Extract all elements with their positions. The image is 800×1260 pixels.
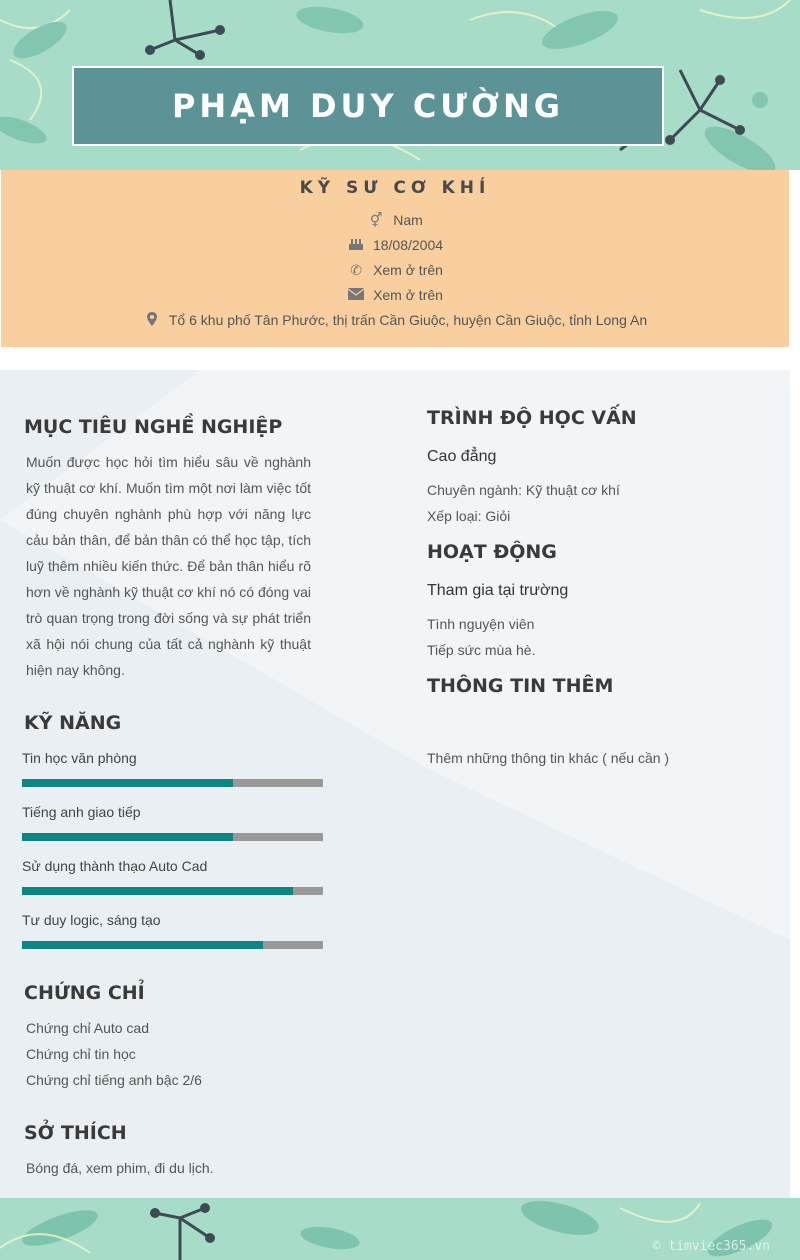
education-grade: Xếp loại: Giỏi [427, 508, 511, 524]
education-major: Chuyên ngành: Kỹ thuật cơ khí [427, 482, 620, 498]
skill-label: Sử dụng thành thạo Auto Cad [22, 858, 208, 874]
skill-progress-fill [22, 833, 233, 841]
phone-icon: ✆ [350, 261, 362, 278]
skills-title: KỸ NĂNG [24, 712, 122, 734]
skill-label: Tiếng anh giao tiếp [22, 804, 141, 820]
candidate-name: PHẠM DUY CƯỜNG [171, 87, 565, 125]
activity-item: Tình nguyện viên [427, 616, 535, 632]
hobbies-title: SỞ THÍCH [24, 1122, 127, 1144]
education-level: Cao đẳng [427, 448, 497, 465]
activity-item: Tiếp sức mùa hè. [427, 642, 536, 658]
job-title: KỸ SƯ CƠ KHÍ [299, 178, 491, 198]
birthday-row [1, 235, 789, 255]
map-pin-icon [143, 312, 161, 329]
gender-icon: ⚥ [369, 211, 383, 228]
additional-info-text: Thêm những thông tin khác ( nếu cần ) [427, 750, 670, 766]
skill-progress-fill [22, 941, 263, 949]
certificate-item: Chứng chỉ Auto cad [26, 1020, 150, 1036]
envelope-icon [347, 287, 365, 303]
personal-info-section [1, 170, 789, 347]
watermark: © timviec365.vn [652, 1239, 770, 1254]
skill-progress-fill [22, 887, 293, 895]
name-banner [72, 66, 664, 146]
floral-header-banner [0, 0, 800, 170]
address-value: Tổ 6 khu phố Tân Phước, thị trấn Cần Giuộc, huyện Cần Giuộc, tỉnh Long An [168, 312, 648, 328]
education-title: TRÌNH ĐỘ HỌC VẤN [427, 407, 637, 429]
birthday-cake-icon [347, 237, 365, 254]
gender-row [1, 210, 789, 230]
email-row [1, 285, 789, 305]
certificates-title: CHỨNG CHỈ [24, 982, 145, 1004]
additional-info-title: THÔNG TIN THÊM [427, 675, 614, 697]
skill-label: Tin học văn phòng [22, 750, 137, 766]
skill-progress-bar [22, 833, 323, 841]
activities-title: HOẠT ĐỘNG [427, 541, 557, 563]
skill-progress-bar [22, 941, 323, 949]
activity-place: Tham gia tại trường [427, 582, 569, 599]
skill-progress-bar [22, 779, 323, 787]
floral-footer-banner [0, 1198, 800, 1260]
certificate-item: Chứng chỉ tin học [26, 1046, 136, 1062]
skill-progress-bar [22, 887, 323, 895]
objective-text: Muốn được học hỏi tìm hiểu sâu về nghành kỹ thuật cơ khí. Muốn tìm một nơi làm việc tốt đúng chuyên nghành phù hợp với năng lực cảu bản thân, để bản thân có thể học tập, tích luỹ thêm nhiều kiến thức. Để bản thân hiểu rõ hơn về nghành kỹ thuật cơ khí nó có đóng vai trò quan trọng trong đời sống và sự phát triển xã hội nói chung của tất cả nghành kỹ thuật hiện nay không. [26, 454, 311, 678]
phone-row [1, 260, 789, 280]
phone-value: Xem ở trên [373, 262, 443, 278]
hobbies-text: Bóng đá, xem phim, đi du lịch. [26, 1160, 214, 1176]
objective-title: MỤC TIÊU NGHỀ NGHIỆP [24, 416, 283, 438]
certificate-item: Chứng chỉ tiếng anh bậc 2/6 [26, 1072, 202, 1088]
address-row [1, 310, 789, 330]
skill-progress-fill [22, 779, 233, 787]
gender-value: Nam [393, 212, 423, 228]
main-content [0, 370, 790, 1198]
email-value: Xem ở trên [373, 287, 443, 303]
birthday-value: 18/08/2004 [372, 237, 444, 253]
skill-label: Tư duy logic, sáng tạo [22, 912, 161, 928]
